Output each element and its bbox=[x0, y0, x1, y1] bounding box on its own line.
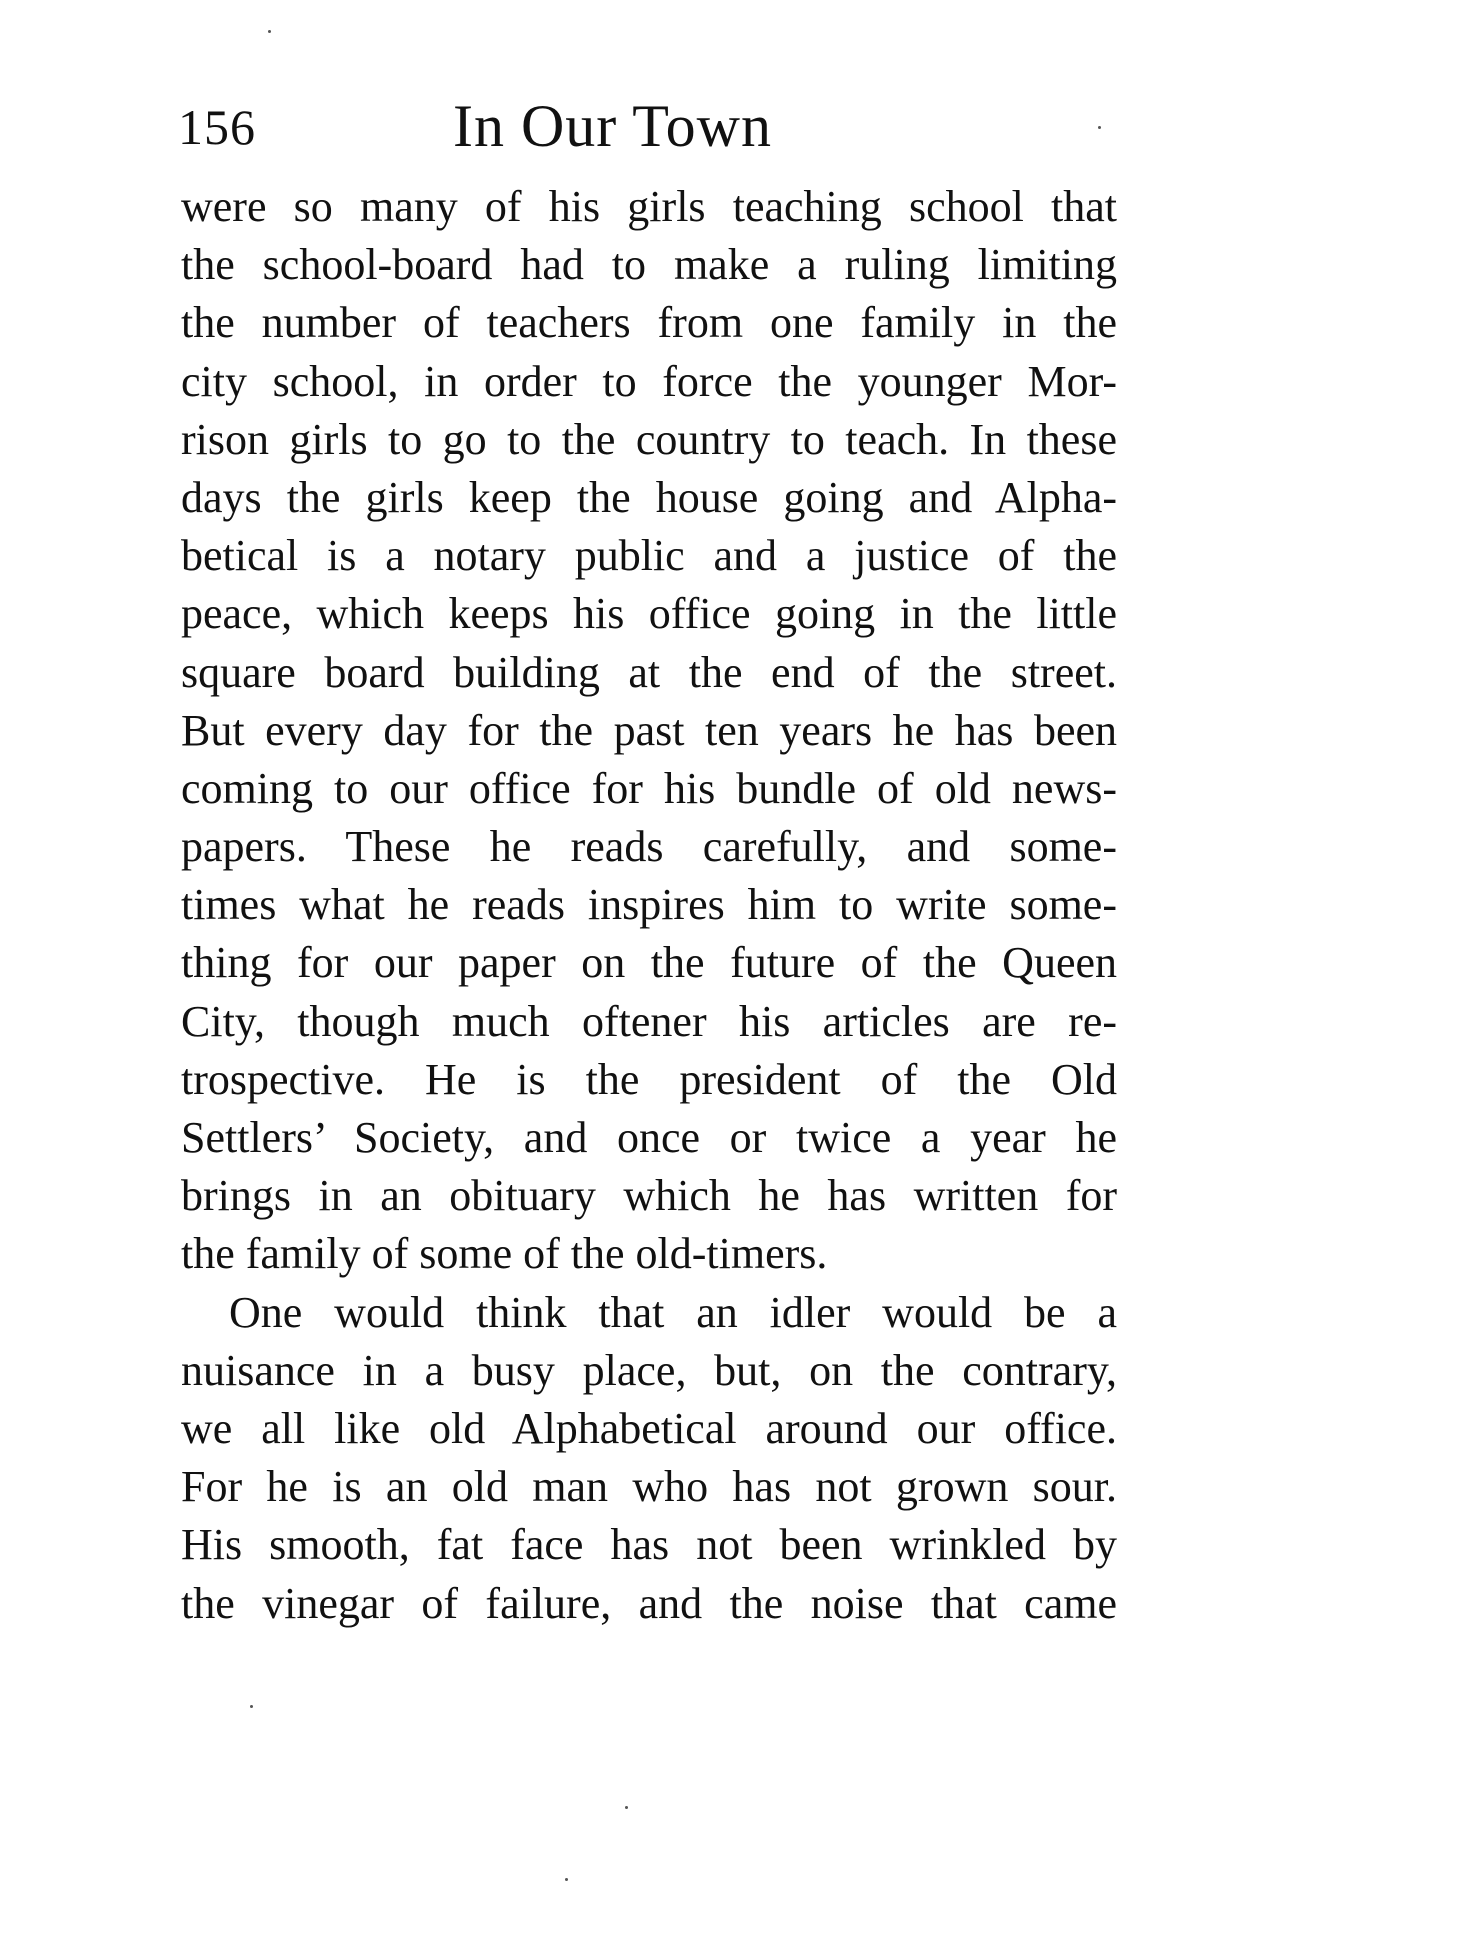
text-line: rison girls to go to the country to teach. In these bbox=[181, 414, 1117, 464]
text-line: peace, which keeps his office going in the little bbox=[181, 589, 1117, 639]
text-line: the number of teachers from one family in the bbox=[181, 298, 1117, 348]
paragraph-2 bbox=[181, 1284, 1117, 1633]
text-line: nuisance in a busy place, but, on the contrary, bbox=[181, 1345, 1117, 1395]
text-line: were so many of his girls teaching school that bbox=[181, 182, 1117, 231]
text-line: days the girls keep the house going and Alpha- bbox=[181, 472, 1117, 522]
page-header bbox=[178, 92, 1118, 172]
text-line: we all like old Alphabetical around our office. bbox=[181, 1403, 1117, 1453]
text-line: Settlers’ Society, and once or twice a year he bbox=[181, 1113, 1117, 1162]
text-line: coming to our office for his bundle of old news- bbox=[181, 763, 1117, 813]
body-text bbox=[181, 178, 1117, 1633]
scan-speck bbox=[625, 1806, 628, 1809]
scan-speck bbox=[1098, 126, 1101, 129]
text-line: City, though much oftener his articles are re- bbox=[181, 996, 1117, 1046]
text-line: the vinegar of failure, and the noise that came bbox=[181, 1578, 1117, 1628]
paragraph-1 bbox=[181, 178, 1117, 1284]
text-line: thing for our paper on the future of the Queen bbox=[181, 938, 1117, 988]
text-line: square board building at the end of the street. bbox=[181, 647, 1117, 697]
text-line: the family of some of the old-timers. bbox=[181, 1229, 828, 1279]
text-line: One would think that an idler would be a bbox=[229, 1287, 1117, 1337]
text-line: For he is an old man who has not grown sour. bbox=[181, 1462, 1117, 1512]
text-line: trospective. He is the president of the Old bbox=[181, 1054, 1117, 1104]
text-line: city school, in order to force the younger Mor- bbox=[181, 356, 1117, 406]
text-line: brings in an obituary which he has written for bbox=[181, 1171, 1117, 1221]
text-line: But every day for the past ten years he has been bbox=[181, 705, 1117, 755]
page-number: 156 bbox=[178, 99, 256, 155]
text-line: His smooth, fat face has not been wrinkled by bbox=[181, 1520, 1117, 1570]
text-line: the school-board had to make a ruling limiting bbox=[181, 240, 1117, 290]
running-title: In Our Town bbox=[453, 93, 772, 159]
text-line: times what he reads inspires him to write some- bbox=[181, 880, 1117, 930]
scan-speck bbox=[250, 1705, 253, 1708]
text-line: papers. These he reads carefully, and some- bbox=[181, 822, 1117, 872]
scan-speck bbox=[268, 30, 271, 33]
text-line: betical is a notary public and a justice of the bbox=[181, 531, 1117, 581]
scan-speck bbox=[565, 1878, 568, 1881]
